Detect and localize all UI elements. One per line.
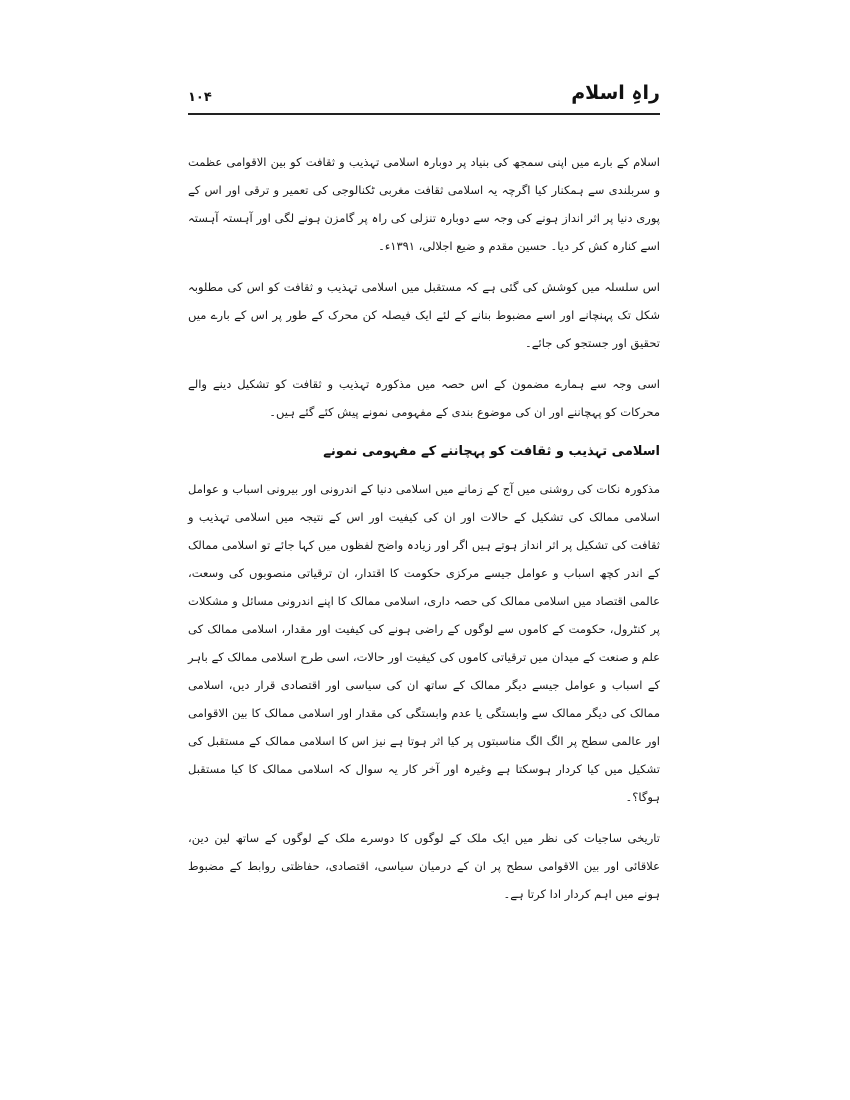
page-header — [188, 80, 660, 120]
page-number: ۱۰۴ — [188, 90, 212, 105]
paragraph-4: مذکورہ نکات کی روشنی میں آج کے زمانے میں اسلامی دنیا کے اندرونی اور بیرونی اسباب و عوامل اسلامی ممالک کی تشکیل کے حالات اور ان کی کیفیت اور اس کے نتیجہ میں اسلامی تہذیب و ثقافت کی تشکیل پر اثر انداز ہوتے ہیں اگر اور زیادہ واضح لفظوں میں کہا جائے تو اسلامی ممالک کے اندر کچھ اسباب و عوامل جیسے مرکزی حکومت کا اقتدار، ان ترقیاتی منصوبوں کی وسعت، عالمی اقتصاد میں اسلامی ممالک کی حصہ داری، اسلامی ممالک کا اپنے اندرونی مسائل و مشکلات پر کنٹرول، حکومت کے کاموں سے لوگوں کے راضی ہونے کی کیفیت اور مقدار، اسلامی ممالک کی علم و صنعت کے میدان میں ترقیاتی کاموں کی کیفیت اور حالات، اسی طرح اسلامی ممالک کے باہر کے اسباب و عوامل جیسے دیگر ممالک کے ساتھ ان کی سیاسی اور اقتصادی قرار دیں، اسلامی ممالک کی دیگر ممالک سے وابستگی یا عدم وابستگی کی مقدار اور اسلامی ممالک کا بین الاقوامی اور عالمی سطح پر الگ الگ مناسبتوں پر کیا اثر ہوتا ہے نیز اس کا اسلامی ممالک کے مستقبل کی تشکیل میں کیا کردار ہوسکتا ہے وغیرہ اور آخر کار یہ سوال کہ اسلامی ممالک کا کیا مستقبل ہوگا؟۔ — [188, 482, 660, 804]
header-divider — [188, 113, 660, 115]
journal-title: راہِ اسلام — [571, 82, 660, 104]
paragraph-3: اسی وجہ سے ہمارے مضمون کے اس حصہ میں مذکورہ تہذیب و ثقافت کو تشکیل دینے والے محرکات کو پہچاننے اور ان کی موضوع بندی کے مفہومی نمونے پیش کئے گئے ہیں۔ — [188, 377, 660, 419]
section-heading: اسلامی تہذیب و ثقافت کو پہچاننے کے مفہومی نمونے — [323, 444, 660, 459]
paragraph-5: تاریخی ساجیات کی نظر میں ایک ملک کے لوگوں کا دوسرے ملک کے لوگوں کے ساتھ لین دین، علاقائی اور بین الاقوامی سطح پر ان کے درمیان سیاسی، اقتصادی، حفاظتی روابط کے مضبوط ہونے میں اہم کردار ادا کرتا ہے۔ — [188, 831, 660, 901]
paragraph-1: اسلام کے بارے میں اپنی سمجھ کی بنیاد پر دوبارہ اسلامی تہذیب و ثقافت کو بین الاقوامی عظمت و سربلندی سے ہمکنار کیا اگرچہ یہ اسلامی ثقافت مغربی ٹکنالوجی کی تعمیر و ترقی اور اس کے پوری دنیا پر اثر انداز ہونے کی وجہ سے دوبارہ تنزلی کی راہ پر گامزن ہونے لگی اور آہستہ آہستہ اسے کنارہ کش کر دیا۔ حسین مقدم و ضیع اجلالی، ۱۳۹۱ء۔ — [188, 155, 660, 253]
page-body — [188, 148, 660, 921]
paragraph-2: اس سلسلہ میں کوشش کی گئی ہے کہ مستقبل میں اسلامی تہذیب و ثقافت کو اس کی مطلوبہ شکل تک پہنچانے اور اسے مضبوط بنانے کے لئے ایک فیصلہ کن محرک کے طور پر اس کے بارے میں تحقیق اور جستجو کی جائے۔ — [188, 280, 660, 350]
